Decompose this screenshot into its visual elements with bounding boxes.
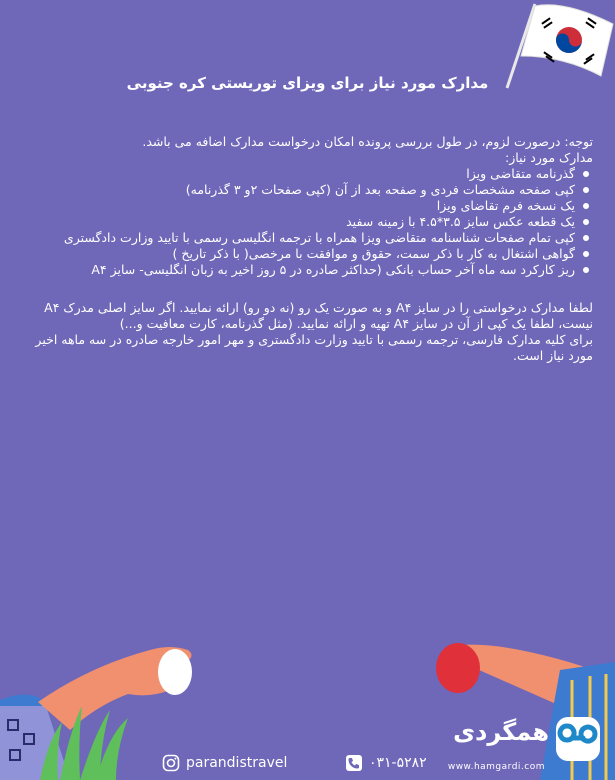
note-text: توجه: درصورت لزوم، در طول بررسی پرونده امکان درخواست مدارک اضافه می باشد.	[142, 134, 593, 149]
footer	[0, 744, 615, 772]
list-item: گواهی اشتغال به کار با ذکر سمت، حقوق و موافقت با مرخصی( با ذکر تاریخ )	[18, 246, 593, 262]
list-item: گذرنامه متقاضی ویزا	[18, 166, 593, 182]
instagram-link[interactable]	[162, 754, 287, 772]
phone-icon	[345, 754, 363, 772]
docs-list	[18, 166, 593, 278]
list-item: یک نسخه فرم تقاضای ویزا	[18, 198, 593, 214]
paragraph-a4: لطفا مدارک درخواستی را در سایز A۴ و به صورت یک رو (نه دو رو) ارائه نمایید. اگر سایز اصلی مدرک A۴ نیست، لطفا یک کپی از آن در سایز A۴ تهیه و ارائه نمایید. (مثل گذرنامه، کارت معافیت و...)	[44, 300, 593, 331]
phone-number: ۰۳۱-۵۲۸۲	[369, 755, 427, 771]
logo-url: www.hamgardi.com	[447, 762, 545, 772]
page-title: مدارک مورد نیاز برای ویزای توریستی کره جنوبی	[126, 74, 489, 92]
phone-link[interactable]	[345, 754, 427, 772]
instagram-handle: parandistravel	[186, 755, 288, 771]
logo-name: همگردی	[453, 718, 549, 746]
instagram-icon	[162, 754, 180, 772]
docs-heading: مدارک مورد نیاز:	[505, 150, 593, 165]
paragraph-translation: برای کلیه مدارک فارسی، ترجمه رسمی با تایید وزارت دادگستری و مهر امور خارجه صادره در سه ماهه اخیر مورد نیاز است.	[35, 332, 593, 363]
list-item: کپی تمام صفحات شناسنامه متقاضی ویزا همراه با ترجمه انگلیسی رسمی با تایید وزارت دادگستری	[18, 230, 593, 246]
list-item: یک قطعه عکس سایز ۳.۵*۴.۵ با زمینه سفید	[18, 214, 593, 230]
list-item: کپی صفحه مشخصات فردی و صفحه بعد از آن (کپی صفحات ۲و ۳ گذرنامه)	[18, 182, 593, 198]
list-item: ریز کارکرد سه ماه آخر حساب بانکی (حداکثر صادره در ۵ روز اخیر به زبان انگلیسی- سایز A۴	[18, 262, 593, 278]
content	[18, 134, 593, 364]
